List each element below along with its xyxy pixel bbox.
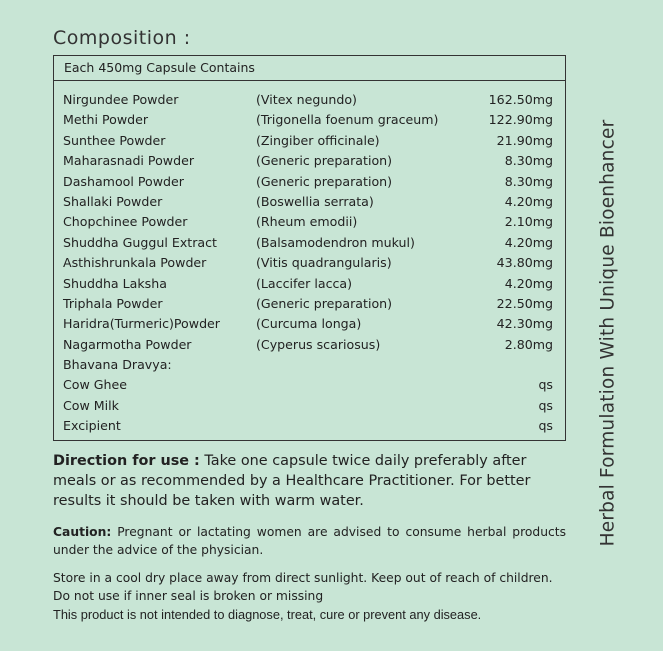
caution-note <box>53 523 566 559</box>
ingredient-quantity: 21.90mg <box>496 132 553 148</box>
ingredient-scientific-name: (Zingiber officinale) <box>256 132 380 148</box>
ingredient-row <box>63 253 553 273</box>
ingredient-row <box>63 110 553 130</box>
ingredient-row <box>63 212 553 232</box>
ingredient-scientific-name: (Trigonella foenum graceum) <box>256 112 439 128</box>
ingredient-scientific-name: (Vitex negundo) <box>256 92 357 107</box>
ingredient-scientific-name: (Laccifer lacca) <box>256 275 353 291</box>
ingredient-name: Shuddha Laksha <box>63 275 167 291</box>
ingredient-quantity: qs <box>538 418 553 434</box>
ingredient-row <box>63 90 553 110</box>
ingredient-quantity: 2.10mg <box>504 214 553 230</box>
ingredient-scientific-name: (Vitis quadrangularis) <box>256 255 392 271</box>
ingredient-name: Bhavana Dravya: <box>63 357 172 373</box>
ingredient-quantity: 4.20mg <box>504 193 553 209</box>
ingredient-quantity: 4.20mg <box>504 275 553 291</box>
ingredient-name: Triphala Powder <box>63 295 163 311</box>
ingredient-row <box>63 396 553 416</box>
ingredient-name: Cow Milk <box>63 397 119 413</box>
composition-table <box>53 55 566 441</box>
ingredient-row <box>63 294 553 314</box>
ingredient-scientific-name: (Generic preparation) <box>256 153 393 169</box>
caution-label: Caution: <box>53 525 112 539</box>
ingredient-row <box>63 314 553 334</box>
ingredient-name: Methi Powder <box>63 112 149 128</box>
ingredient-row <box>63 192 553 212</box>
ingredient-row <box>63 355 553 375</box>
ingredient-quantity: 122.90mg <box>488 112 553 128</box>
ingredient-row <box>63 233 553 253</box>
storage-instructions: Store in a cool dry place away from direct sunlight. Keep out of reach of children. Do not use if inner seal is broken or missing <box>53 571 553 603</box>
ingredient-quantity: qs <box>538 397 553 413</box>
ingredient-scientific-name: (Cyperus scariosus) <box>256 336 381 352</box>
ingredient-name: Asthishrunkala Powder <box>63 255 207 271</box>
direction-label: Direction for use : <box>53 453 200 469</box>
ingredient-quantity: qs <box>538 377 553 393</box>
ingredient-quantity: 22.50mg <box>496 295 553 311</box>
ingredient-name: Excipient <box>63 418 121 434</box>
ingredient-scientific-name: (Rheum emodii) <box>256 214 358 230</box>
ingredient-scientific-name: (Boswellia serrata) <box>256 193 374 209</box>
ingredient-list <box>63 90 553 437</box>
ingredient-quantity: 162.50mg <box>488 92 553 107</box>
ingredient-row <box>63 151 553 171</box>
ingredient-name: Chopchinee Powder <box>63 214 188 230</box>
ingredient-quantity: 8.30mg <box>504 153 553 169</box>
ingredient-scientific-name: (Generic preparation) <box>256 173 393 189</box>
composition-title: Composition : <box>53 27 191 49</box>
ingredient-name: Nirgundee Powder <box>63 92 179 107</box>
ingredient-row <box>63 131 553 151</box>
ingredient-name: Sunthee Powder <box>63 132 166 148</box>
ingredient-row <box>63 172 553 192</box>
ingredient-quantity: 2.80mg <box>504 336 553 352</box>
caution-text: Pregnant or lactating women are advised to consume herbal products under the advice of the physician. <box>53 525 566 557</box>
ingredient-quantity: 43.80mg <box>496 255 553 271</box>
ingredient-name: Cow Ghee <box>63 377 128 393</box>
ingredient-name: Nagarmotha Powder <box>63 336 192 352</box>
direction-for-use <box>53 451 573 511</box>
ingredient-name: Haridra(Turmeric)Powder <box>63 316 220 332</box>
ingredient-row <box>63 375 553 395</box>
ingredient-row <box>63 335 553 355</box>
table-header: Each 450mg Capsule Contains <box>54 56 565 81</box>
ingredient-quantity: 8.30mg <box>504 173 553 189</box>
ingredient-quantity: 4.20mg <box>504 234 553 250</box>
ingredient-name: Shallaki Powder <box>63 193 163 209</box>
ingredient-row <box>63 416 553 436</box>
ingredient-name: Shuddha Guggul Extract <box>63 234 217 250</box>
ingredient-scientific-name: (Curcuma longa) <box>256 316 362 332</box>
ingredient-name: Maharasnadi Powder <box>63 153 195 169</box>
ingredient-name: Dashamool Powder <box>63 173 184 189</box>
direction-text: Take one capsule twice daily preferably after meals or as recommended by a Healthcare Practitioner. For better results it should be taken with warm water. <box>53 453 531 509</box>
ingredient-quantity: 42.30mg <box>496 316 553 332</box>
disclaimer: This product is not intended to diagnose, treat, cure or prevent any disease. <box>53 607 482 622</box>
side-tagline: Herbal Formulation With Unique Bioenhancer <box>597 119 619 547</box>
ingredient-row <box>63 274 553 294</box>
ingredient-scientific-name: (Generic preparation) <box>256 295 393 311</box>
ingredient-scientific-name: (Balsamodendron mukul) <box>256 234 415 250</box>
